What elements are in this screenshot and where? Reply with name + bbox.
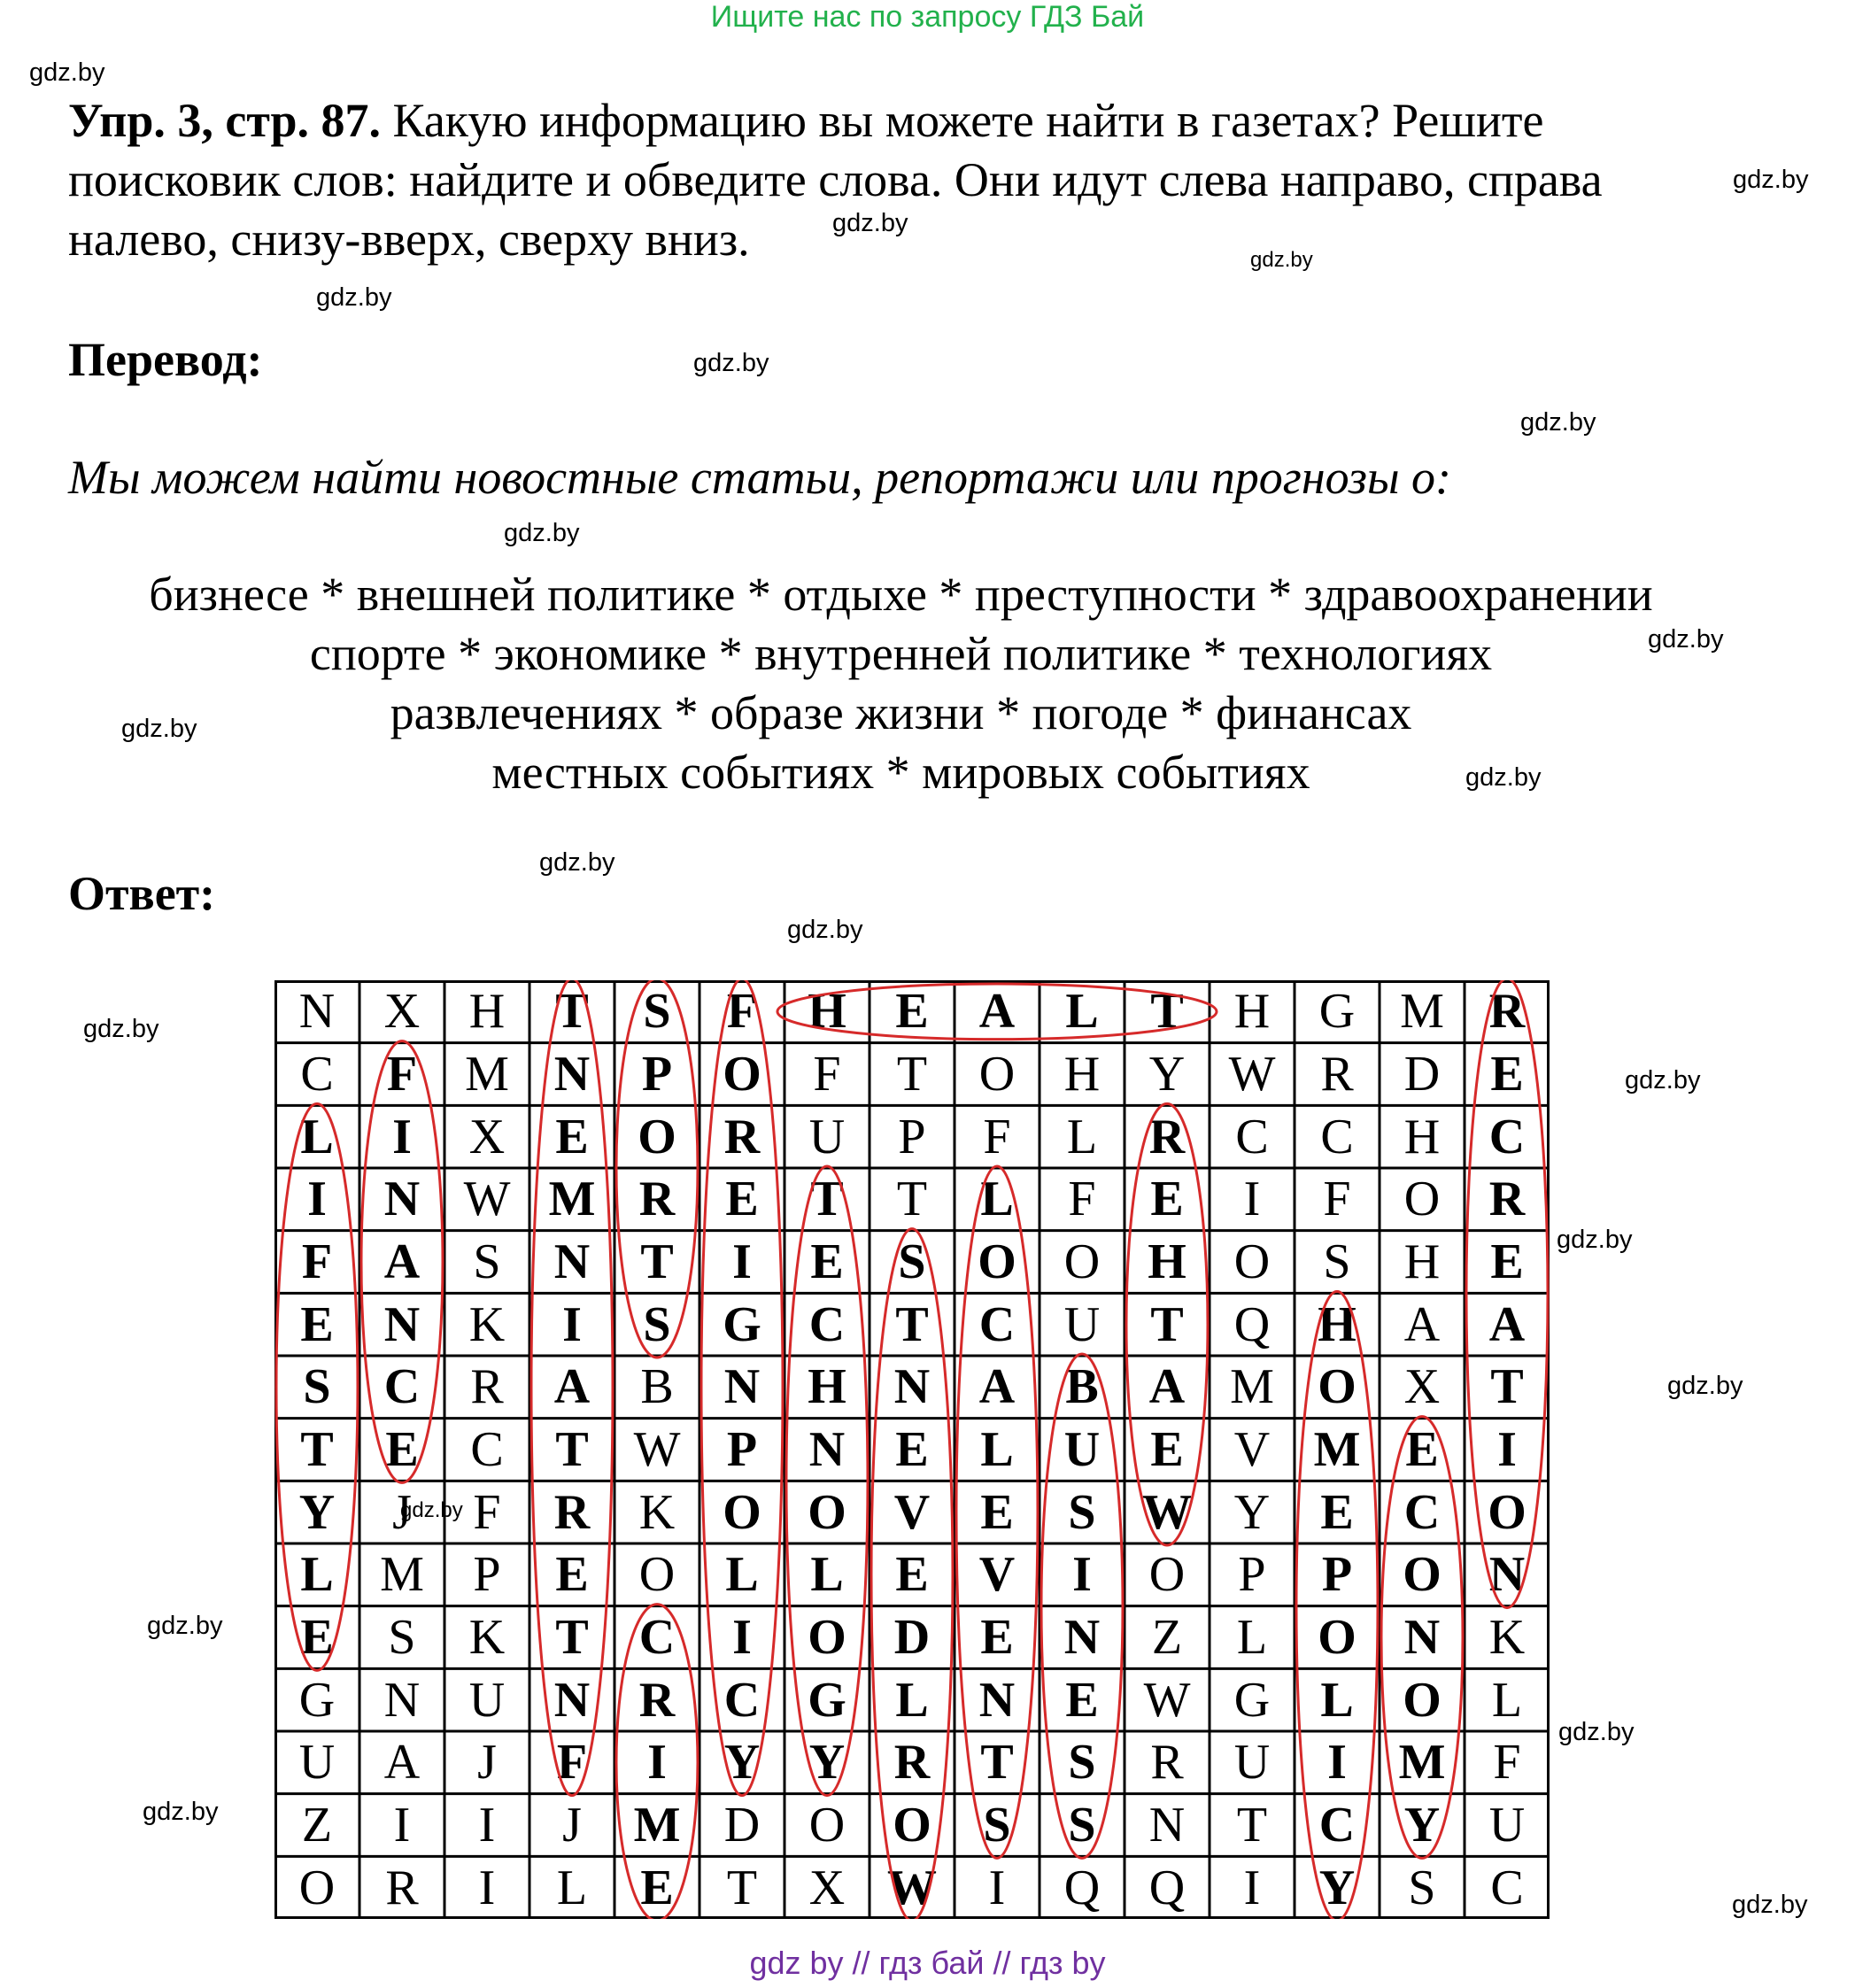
watermark: gdz.by (1648, 625, 1724, 654)
watermark: gdz.by (1667, 1372, 1743, 1400)
grid-cell: M (465, 1046, 509, 1102)
grid-cell: O (298, 1860, 336, 1915)
grid-cell: T (1490, 1359, 1524, 1415)
grid-cell: I (732, 1609, 752, 1665)
grid-cell: F (1068, 1172, 1096, 1227)
grid-cell: T (896, 1046, 928, 1102)
grid-cell: L (300, 1109, 334, 1164)
grid-cell: E (1150, 1172, 1184, 1227)
grid-cell: S (473, 1234, 501, 1289)
watermark: gdz.by (504, 519, 580, 547)
grid-cell: I (392, 1109, 412, 1164)
watermark: gdz.by (29, 58, 105, 87)
grid-cell: O (1318, 1359, 1356, 1415)
grid-cell: K (468, 1296, 506, 1352)
grid-cell: X (808, 1860, 846, 1915)
grid-cell: J (477, 1735, 497, 1791)
watermark: gdz.by (787, 916, 863, 944)
grid-cell: A (1488, 1296, 1526, 1352)
grid-cell: S (303, 1359, 331, 1415)
grid-cell: N (808, 1421, 846, 1477)
grid-cell: D (893, 1609, 931, 1665)
grid-cell: L (980, 1172, 1014, 1227)
grid-cell: A (1148, 1359, 1186, 1415)
grid-cell: H (808, 1359, 846, 1415)
grid-cell: H (1063, 1046, 1101, 1102)
grid-cell: M (633, 1797, 681, 1853)
grid-cell: S (898, 1234, 926, 1289)
grid-cell: M (548, 1172, 596, 1227)
grid-cell: E (300, 1296, 334, 1352)
grid-cell: G (1318, 984, 1356, 1040)
watermark: gdz.by (1520, 408, 1596, 437)
grid-cell: S (1068, 1484, 1096, 1540)
grid-cell: Z (301, 1797, 333, 1853)
grid-cell: Y (298, 1484, 336, 1540)
grid-cell: R (553, 1484, 591, 1540)
grid-cell: I (1327, 1735, 1347, 1791)
grid-cell: T (300, 1421, 334, 1477)
grid-cell: W (887, 1860, 937, 1915)
grid-cell: S (1323, 1234, 1351, 1289)
grid-cell: M (1230, 1359, 1274, 1415)
grid-cell: O (1403, 1547, 1441, 1603)
grid-cell: E (895, 1547, 929, 1603)
grid-cell: E (980, 1484, 1014, 1540)
grid-cell: L (1065, 984, 1099, 1040)
grid-cell: S (1068, 1735, 1096, 1791)
grid-cell: I (478, 1860, 496, 1915)
grid-cell: I (732, 1234, 752, 1289)
grid-cell: T (640, 1234, 674, 1289)
grid-cell: O (808, 1609, 846, 1665)
grid-cell: N (1403, 1609, 1441, 1665)
grid-cell: L (1066, 1109, 1098, 1164)
grid-cell: C (723, 1672, 761, 1728)
grid-cell: P (641, 1046, 673, 1102)
grid-cell: S (643, 1296, 671, 1352)
grid-cell: C (1403, 1484, 1441, 1540)
grid-cell: L (895, 1672, 929, 1728)
grid-cell: E (1065, 1672, 1099, 1728)
grid-cell: T (895, 1296, 929, 1352)
grid-cell: C (1235, 1109, 1269, 1164)
grid-cell: P (726, 1421, 758, 1477)
grid-cell: E (555, 1547, 589, 1603)
grid-cell: C (383, 1359, 421, 1415)
grid-cell: V (1233, 1421, 1271, 1477)
watermark: gdz.by (1557, 1226, 1633, 1254)
grid-cell: K (638, 1484, 676, 1540)
grid-cell: C (1490, 1860, 1524, 1915)
top-banner: Ищите нас по запросу ГДЗ Бай (710, 0, 1145, 34)
grid-cell: P (898, 1109, 926, 1164)
grid-cell: L (1320, 1672, 1354, 1728)
grid-cell: R (723, 1109, 761, 1164)
grid-cell: A (553, 1359, 591, 1415)
grid-cell: N (298, 984, 336, 1040)
grid-cell: R (1488, 984, 1526, 1040)
grid-cell: H (1403, 1234, 1441, 1289)
grid-cell: T (555, 984, 589, 1040)
grid-cell: O (638, 1109, 676, 1164)
grid-cell: C (1320, 1109, 1354, 1164)
grid-cell: W (633, 1421, 681, 1477)
grid-cell: N (553, 1672, 591, 1728)
grid-cell: U (1063, 1421, 1101, 1477)
grid-cell: O (978, 1046, 1016, 1102)
grid-cell: H (1148, 1234, 1186, 1289)
task-statement (68, 91, 1751, 269)
grid-cell: I (393, 1797, 411, 1853)
grid-cell: O (808, 1484, 846, 1540)
grid-cell: E (1320, 1484, 1354, 1540)
grid-cell: O (1403, 1672, 1441, 1728)
grid-cell: G (723, 1296, 761, 1352)
grid-cell: F (473, 1484, 501, 1540)
grid-cell: A (1403, 1296, 1441, 1352)
task-text: Какую информацию вы можете найти в газетах? Решите поисковик слов: найдите и обведите слова. Они идут слева направо, справа налево, снизу-вверх, сверху вниз. (68, 94, 1603, 266)
grid-cell: G (298, 1672, 336, 1728)
watermark: gdz.by (1733, 166, 1809, 194)
translation-line-4: местных событиях * мировых событиях (491, 746, 1310, 799)
grid-cell: G (808, 1672, 846, 1728)
watermark: gdz.by (1465, 763, 1542, 792)
grid-cell: F (1493, 1735, 1521, 1791)
grid-cell: M (1313, 1421, 1361, 1477)
watermark: gdz.by (316, 283, 392, 312)
grid-cell: O (1233, 1234, 1271, 1289)
grid-cell: L (725, 1547, 759, 1603)
grid-cell: P (1321, 1547, 1353, 1603)
grid-cell: N (553, 1046, 591, 1102)
grid-cell: C (978, 1296, 1016, 1352)
grid-cell: L (1236, 1609, 1268, 1665)
grid-cell: Q (1063, 1860, 1101, 1915)
grid-cell: F (813, 1046, 841, 1102)
grid-cell: I (478, 1797, 496, 1853)
grid-cell: T (726, 1860, 758, 1915)
grid-cell: L (810, 1547, 844, 1603)
grid-cell: L (556, 1860, 588, 1915)
grid-cell: F (1323, 1172, 1351, 1227)
grid-cell: J (562, 1797, 582, 1853)
watermark: gdz.by (147, 1612, 223, 1640)
watermark: gdz.by (83, 1015, 159, 1043)
translation-heading: Перевод: (68, 333, 263, 386)
grid-cell: H (1403, 1109, 1441, 1164)
watermark: gdz.by (121, 715, 197, 743)
grid-cell: I (562, 1296, 582, 1352)
grid-cell: A (383, 1234, 421, 1289)
grid-cell: B (640, 1359, 674, 1415)
grid-cell: H (808, 984, 846, 1040)
grid-cell: Y (1403, 1797, 1441, 1853)
watermark: gdz.by (1732, 1891, 1808, 1919)
grid-cell: E (895, 984, 929, 1040)
watermark: gdz.by (1625, 1066, 1701, 1095)
grid-cell: V (978, 1547, 1016, 1603)
grid-cell: C (1318, 1797, 1356, 1853)
grid-cell: N (723, 1359, 761, 1415)
grid-cell: O (638, 1547, 676, 1603)
grid-cell: N (383, 1672, 421, 1728)
grid-cell: N (978, 1672, 1016, 1728)
grid-cell: E (1490, 1234, 1524, 1289)
grid-cell: E (810, 1234, 844, 1289)
grid-cell: F (386, 1046, 418, 1102)
grid-cell: F (301, 1234, 333, 1289)
grid-cell: R (1150, 1735, 1184, 1791)
grid-cell: C (300, 1046, 334, 1102)
grid-cell: L (980, 1421, 1014, 1477)
watermark: gdz.by (693, 349, 769, 377)
grid-cell: U (1063, 1296, 1101, 1352)
grid-cell: K (1488, 1609, 1526, 1665)
grid-cell: N (553, 1234, 591, 1289)
grid-cell: U (1233, 1735, 1271, 1791)
grid-cell: D (1403, 1046, 1441, 1102)
grid-cell: A (978, 984, 1016, 1040)
watermark: gdz.by (1250, 248, 1313, 272)
translation-intro: Мы можем найти новостные статьи, репортажи или прогнозы о: (68, 451, 1452, 504)
grid-cell: R (1320, 1046, 1354, 1102)
grid-cell: T (810, 1172, 844, 1227)
grid-cell: A (383, 1735, 421, 1791)
answer-heading: Ответ: (68, 867, 216, 920)
grid-cell: X (468, 1109, 506, 1164)
grid-cell: D (723, 1797, 761, 1853)
grid-cell: Y (1233, 1484, 1271, 1540)
grid-cell: O (723, 1046, 761, 1102)
grid-cell: Y (1148, 1046, 1186, 1102)
grid-cell: T (555, 1421, 589, 1477)
grid-cell: E (1490, 1046, 1524, 1102)
grid-cell: I (1072, 1547, 1092, 1603)
grid-cell: M (1400, 984, 1444, 1040)
grid-cell: S (643, 984, 671, 1040)
grid-cell: F (556, 1735, 588, 1791)
grid-cell: W (1142, 1484, 1192, 1540)
grid-cell: O (1318, 1609, 1356, 1665)
grid-cell: M (1398, 1735, 1446, 1791)
grid-cell: E (300, 1609, 334, 1665)
grid-cell: F (983, 1109, 1011, 1164)
grid-cell: T (1150, 1296, 1184, 1352)
translation-line-1: бизнесе * внешней политике * отдыхе * преступности * здравоохранении (149, 568, 1653, 621)
grid-cell: E (980, 1609, 1014, 1665)
grid-cell: I (307, 1172, 327, 1227)
grid-cell: T (980, 1735, 1014, 1791)
grid-cell: E (555, 1109, 589, 1164)
translation-line-2: спорте * экономике * внутренней политике * технологиях (309, 627, 1493, 680)
grid-cell: P (473, 1547, 501, 1603)
watermark: gdz.by (143, 1798, 219, 1826)
grid-cell: O (1063, 1234, 1101, 1289)
grid-cell: Y (1318, 1860, 1356, 1915)
grid-cell: N (1148, 1797, 1186, 1853)
grid-cell: U (808, 1109, 846, 1164)
grid-cell: C (638, 1609, 676, 1665)
grid-cell: X (1403, 1359, 1441, 1415)
grid-cell: O (723, 1484, 761, 1540)
grid-cell: O (893, 1797, 931, 1853)
grid-cell: L (1491, 1672, 1523, 1728)
grid-cell: T (555, 1609, 589, 1665)
grid-cell: R (638, 1172, 676, 1227)
grid-cell: B (1065, 1359, 1099, 1415)
grid-cell: U (1488, 1797, 1526, 1853)
watermark: gdz.by (1558, 1718, 1635, 1746)
grid-cell: O (1403, 1172, 1441, 1227)
grid-cell: V (893, 1484, 931, 1540)
grid-cell: R (893, 1735, 931, 1791)
grid-cell: F (726, 984, 758, 1040)
grid-cell: R (385, 1860, 419, 1915)
grid-cell: O (808, 1797, 846, 1853)
grid-cell: I (988, 1860, 1006, 1915)
grid-cell: N (383, 1172, 421, 1227)
grid-cell: T (1150, 984, 1184, 1040)
grid-cell: S (1408, 1860, 1436, 1915)
grid-cell: N (383, 1296, 421, 1352)
grid-cell: G (1233, 1672, 1271, 1728)
grid-cell: H (1233, 984, 1271, 1040)
grid-cell: R (470, 1359, 504, 1415)
grid-cell: E (895, 1421, 929, 1477)
word-search-grid (274, 980, 1550, 1919)
grid-cell: H (1318, 1296, 1356, 1352)
grid-cell: J (392, 1484, 412, 1540)
grid-cell: W (463, 1172, 511, 1227)
grid-cell: K (468, 1609, 506, 1665)
grid-cell: Y (723, 1735, 761, 1791)
watermark: gdz.by (832, 209, 908, 237)
footer-banner: gdz by // гдз бай // гдз by (749, 1945, 1106, 1981)
grid-cell: T (896, 1172, 928, 1227)
grid-cell: I (647, 1735, 667, 1791)
grid-cell: E (725, 1172, 759, 1227)
grid-cell: C (808, 1296, 846, 1352)
task-label: Упр. 3, стр. 87. (68, 94, 382, 147)
grid-cell: T (1236, 1797, 1268, 1853)
grid-cell: N (893, 1359, 931, 1415)
grid-cell: Z (1151, 1609, 1183, 1665)
grid-cell: X (383, 984, 421, 1040)
grid-cell: C (470, 1421, 504, 1477)
grid-cell: E (1150, 1421, 1184, 1477)
grid-cell: Y (808, 1735, 846, 1791)
grid-cell: N (1063, 1609, 1101, 1665)
grid-cell: Q (1148, 1860, 1186, 1915)
translation-line-3: развлечениях * образе жизни * погоде * финансах (390, 686, 1412, 739)
grid-cell: O (978, 1234, 1016, 1289)
grid-cell: U (468, 1672, 506, 1728)
watermark: gdz.by (539, 848, 615, 877)
grid-cell: E (1405, 1421, 1439, 1477)
grid-cell: U (298, 1735, 336, 1791)
grid-cell: E (640, 1860, 674, 1915)
grid-cell: S (1068, 1797, 1096, 1853)
grid-cell: Q (1233, 1296, 1271, 1352)
grid-cell: I (1243, 1860, 1261, 1915)
grid-cell: S (388, 1609, 416, 1665)
grid-cell: I (1497, 1421, 1517, 1477)
grid-cell: C (1488, 1109, 1526, 1164)
grid-cell: P (1238, 1547, 1266, 1603)
grid-cell: R (1148, 1109, 1186, 1164)
grid-cell: E (385, 1421, 419, 1477)
grid-cell: A (978, 1359, 1016, 1415)
grid-cell: W (1143, 1672, 1191, 1728)
grid-cell: N (1488, 1547, 1526, 1603)
grid-cell: S (983, 1797, 1011, 1853)
grid-cell: R (638, 1672, 676, 1728)
grid-cell: R (1488, 1172, 1526, 1227)
cell-watermark: gdz.by (400, 1498, 463, 1523)
grid-cell: M (380, 1547, 424, 1603)
grid-cell: L (300, 1547, 334, 1603)
grid-cell: I (1243, 1172, 1261, 1227)
grid-cell: W (1228, 1046, 1276, 1102)
grid-cell: O (1148, 1547, 1186, 1603)
grid-cell: O (1488, 1484, 1527, 1540)
grid-cell: H (468, 984, 506, 1040)
